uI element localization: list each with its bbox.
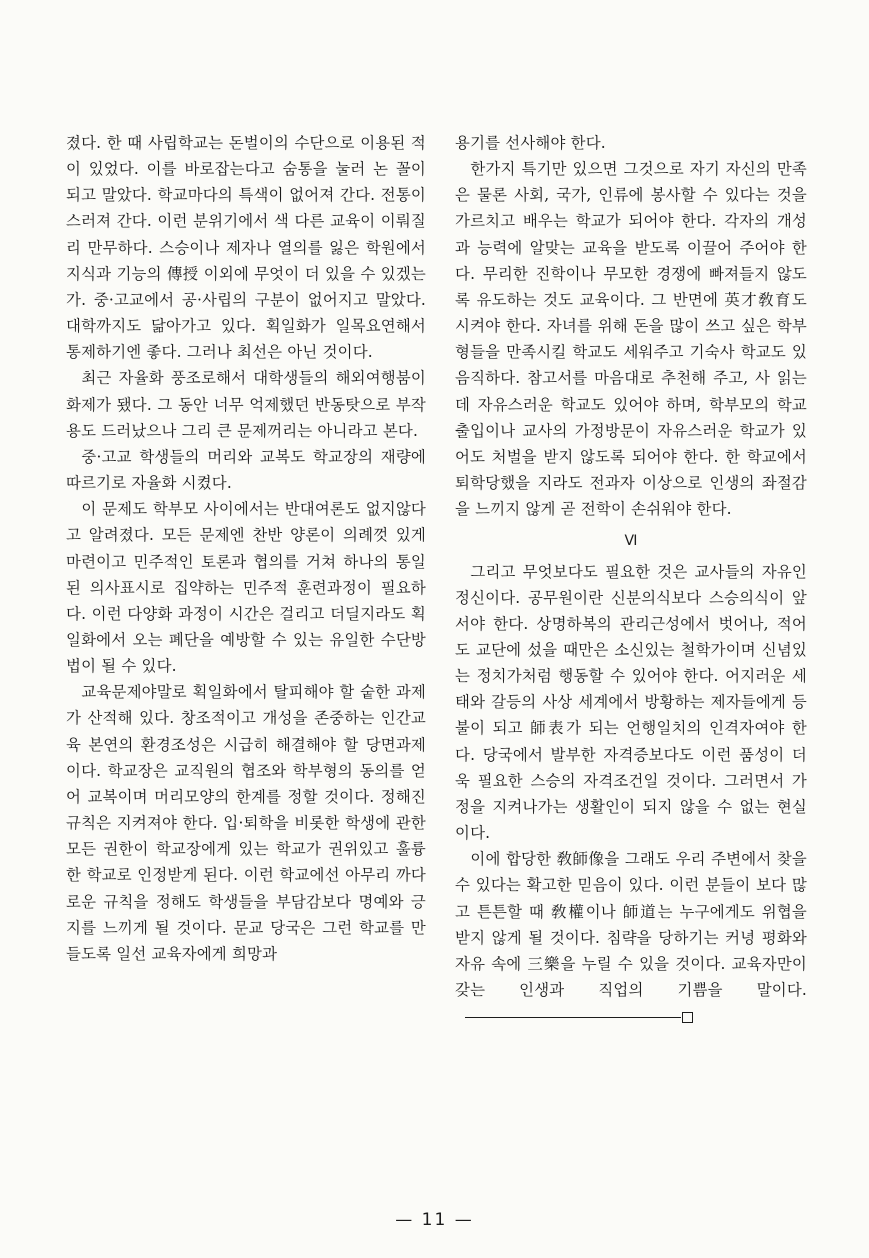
right-column [455,130,807,1029]
paragraph: 한가지 특기만 있으면 그것으로 자기 자신의 만족은 물론 사회, 국가, 인류에 봉사할 수 있다는 것을 가르치고 배우는 학교가 되어야 한다. 각자의 개성과 능력에 알맞는 교육을 받도록 이끌어 주어야 한다. 무리한 진학이나 무모한 경쟁에 빠져들지 않도록 유도하는 것도 교육이다. 그 반면에 英才敎育도 시켜야 한다. 자녀를 위해 돈을 많이 쓰고 싶은 학부형들을 만족시킬 학교도 세워주고 기숙사 학교도 있음직하다. 참고서를 마음대로 추천해 주고, 사 읽는데 자유스러운 학교도 있어야 하며, 학부모의 학교 출입이나 교사의 가정방문이 자유스러운 학교가 있어도 처벌을 받지 않도록 되어야 한다. 한 학교에서 퇴학당했을 지라도 전과자 이상으로 인생의 좌절감을 느끼지 않게 곧 전학이 손쉬워야 한다. [455,160,807,519]
paragraph: 그리고 무엇보다도 필요한 것은 교사들의 자유인 정신이다. 공무원이란 신분의식보다 스승의식이 앞서야 한다. 상명하복의 관리근성에서 벗어나, 적어도 교단에 섰을 때만은 소신있는 철학가이며 신념있는 정치가처럼 행동할 수 있어야 한다. 어지러운 세태와 갈등의 사상 세계에서 방황하는 제자들에게 등불이 되고 師表가 되는 언행일치의 인격자여야 한다. 당국에서 발부한 자격증보다도 이런 품성이 더욱 필요한 스승의 자격조건일 것이다. 그러면서 가정을 지켜나가는 생활인이 되지 않을 수 없는 현실이다. [455,562,807,843]
paragraph: 졌다. 한 때 사립학교는 돈벌이의 수단으로 이용된 적이 있었다. 이를 바로잡는다고 숨통을 눌러 논 꼴이 되고 말았다. 학교마다의 특색이 없어져 간다. 전통이 스러져 간다. 이런 분위기에서 색 다른 교육이 이뤄질리 만무하다. 스승이나 제자나 열의를 잃은 학원에서 지식과 기능의 傳授 이외에 무엇이 더 있을 수 있겠는가. 중·고교에서 공·사립의 구분이 없어지고 말았다. 대학까지도 닮아가고 있다. 획일화가 일목요연해서 통제하기엔 좋다. 그러나 최선은 아닌 것이다. [66,134,426,362]
paragraph: 용기를 선사해야 한다. [455,134,606,152]
section-numeral: Ⅵ [624,533,638,550]
end-rule [465,1017,681,1018]
paragraph: 최근 자율화 풍조로해서 대학생들의 해외여행붐이 화제가 됐다. 그 동안 너무 억제했던 반동탓으로 부작용도 드러났으나 그리 큰 문제꺼리는 아니라고 본다. [66,369,426,440]
paragraph: 이 문제도 학부모 사이에서는 반대여론도 없지않다고 알려졌다. 모든 문제엔 찬반 양론이 의례껏 있게 마련이고 민주적인 토론과 협의를 거쳐 하나의 통일된 의사표시로 집약하는 민주적 훈련과정이 필요하다. 이런 다양화 과정이 시간은 걸리고 더딜지라도 획일화에서 오는 폐단을 예방할 수 있는 유일한 수단방법이 될 수 있다. [66,500,426,676]
left-column [66,130,426,967]
paragraph-final [455,846,807,1029]
paragraph-text: 이에 합당한 敎師像을 그래도 우리 주변에서 찾을 수 있다는 확고한 믿음이 있다. 이런 분들이 보다 많고 튼튼할 때 敎權이나 師道는 누구에게도 위협을 받지 않게 될 것이다. 침략을 당하기는 커녕 평화와 자유 속에 三樂을 누릴 수 있을 것이다. 교육자만이 갖는 인생과 직업의 기쁨을 말이다. [455,850,807,999]
paragraph: 중·고교 학생들의 머리와 교복도 학교장의 재량에 따르기로 자율화 시켰다. [66,447,426,493]
end-mark-icon [682,1012,693,1023]
page-number: — 11 — [395,1210,474,1230]
paragraph: 교육문제야말로 획일화에서 탈피해야 할 숱한 과제가 산적해 있다. 창조적이고 개성을 존중하는 인간교육 본연의 환경조성은 시급히 해결해야 할 당면과제이다. 학교장은 교직원의 협조와 학부형의 동의를 얻어 교복이며 머리모양의 한계를 정할 것이다. 정해진 규칙은 지켜져야 한다. 입·퇴학을 비롯한 학생에 관한 모든 권한이 학교장에게 있는 학교가 권위있고 훌륭한 학교로 인정받게 된다. 이런 학교에선 아무리 까다로운 규칙을 정해도 학생들을 부담감보다 명예와 긍지를 느끼게 될 것이다. 문교 당국은 그런 학교를 만들도록 일선 교육자에게 희망과 [66,683,426,963]
